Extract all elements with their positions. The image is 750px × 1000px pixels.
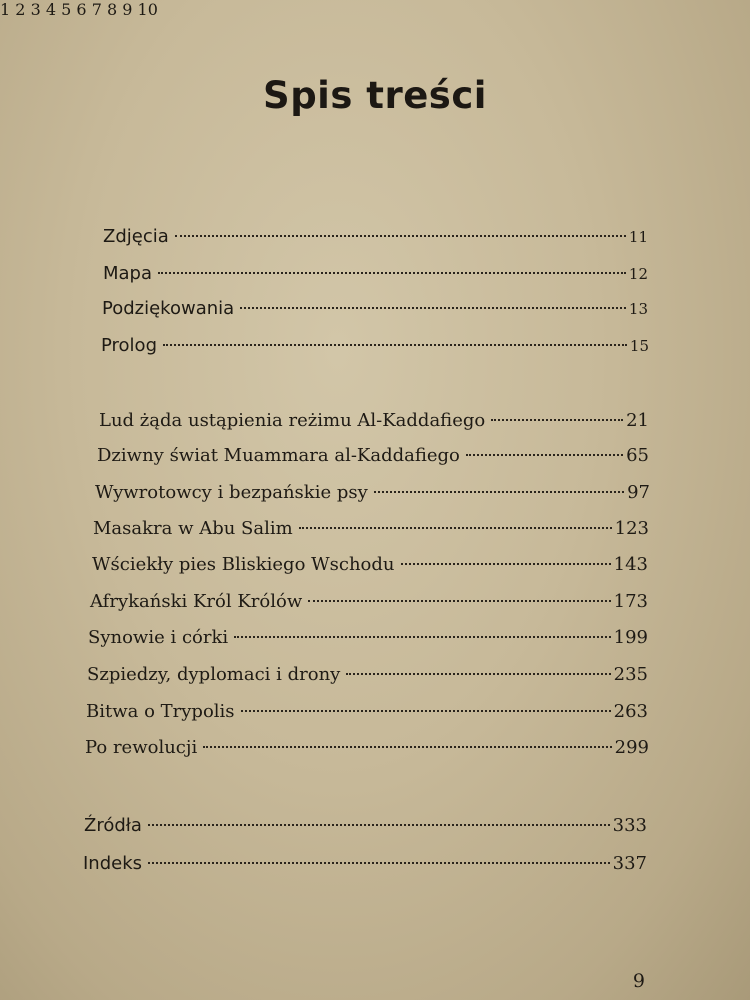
toc-entry-page: 199 <box>613 627 648 648</box>
toc-chapter-6 <box>90 591 648 621</box>
dot-leader <box>163 344 627 346</box>
toc-entry-label: Indeks <box>83 853 143 874</box>
toc-chapter-9 <box>86 701 648 731</box>
toc-entry-page: 299 <box>614 737 649 758</box>
toc-entry-page: 13 <box>628 300 648 318</box>
toc-chapter-2 <box>97 445 649 475</box>
dot-leader <box>299 527 612 529</box>
toc-entry-label: Synowie i córki <box>88 627 229 648</box>
toc-entry-acknowledgements <box>102 298 648 328</box>
toc-entry-label: Zdjęcia <box>103 226 169 247</box>
toc-entry-page: 11 <box>628 228 648 246</box>
toc-entry-label: Wywrotowcy i bezpańskie psy <box>95 482 368 503</box>
dot-leader <box>346 673 610 675</box>
chapter-number: 8 <box>106 0 118 19</box>
chapter-number: 5 <box>61 0 72 19</box>
toc-entry-page: 65 <box>626 445 649 466</box>
toc-entry-label: Mapa <box>103 263 153 284</box>
dot-leader <box>148 862 610 864</box>
chapter-number: 6 <box>76 0 87 19</box>
toc-entry-label: Dziwny świat Muammara al-Kaddafiego <box>97 445 460 466</box>
toc-entry-label: Po rewolucji <box>85 737 198 758</box>
dot-leader <box>234 636 611 638</box>
dot-leader <box>240 307 626 309</box>
toc-entry-page: 123 <box>614 518 649 539</box>
toc-entry-page: 337 <box>612 853 647 874</box>
toc-entry-label: Wściekły pies Bliskiego Wschodu <box>92 554 395 575</box>
chapter-number: 9 <box>122 0 133 19</box>
toc-chapter-10 <box>85 737 649 767</box>
toc-chapter-5 <box>92 554 648 584</box>
chapter-number: 7 <box>91 0 102 19</box>
toc-entry-page: 333 <box>612 815 647 836</box>
toc-chapter-3 <box>95 482 650 512</box>
dot-leader <box>148 824 610 826</box>
page-title: Spis treści <box>263 74 487 117</box>
toc-entry-map <box>103 263 648 293</box>
toc-entry-label: Prolog <box>101 335 157 356</box>
dot-leader <box>374 491 624 493</box>
toc-entry-page: 143 <box>613 554 648 575</box>
toc-entry-label: Afrykański Król Królów <box>90 591 303 612</box>
toc-entry-label: Bitwa o Trypolis <box>86 701 235 722</box>
dot-leader <box>175 235 626 237</box>
toc-chapter-8 <box>87 664 648 694</box>
dot-leader <box>158 272 626 274</box>
toc-entry-prologue <box>101 335 649 365</box>
chapter-number: 3 <box>30 0 41 19</box>
toc-entry-photos <box>103 226 648 256</box>
toc-entry-label: Masakra w Abu Salim <box>93 518 293 539</box>
chapter-number: 1 <box>0 0 11 19</box>
toc-entry-label: Podziękowania <box>102 298 235 319</box>
chapter-number: 2 <box>15 0 26 19</box>
dot-leader <box>308 600 610 602</box>
dot-leader <box>466 454 623 456</box>
toc-entry-page: 263 <box>613 701 648 722</box>
toc-entry-index <box>83 853 647 883</box>
toc-entry-sources <box>84 815 647 845</box>
page-number: 9 <box>632 970 645 992</box>
toc-entry-page: 235 <box>613 664 648 685</box>
toc-entry-page: 97 <box>627 482 650 503</box>
toc-entry-page: 21 <box>626 410 649 431</box>
toc-entry-page: 173 <box>613 591 648 612</box>
dot-leader <box>491 419 623 421</box>
toc-entry-page: 15 <box>629 337 649 355</box>
toc-entry-label: Szpiedzy, dyplomaci i drony <box>87 664 341 685</box>
dot-leader <box>241 710 611 712</box>
toc-entry-label: Lud żąda ustąpienia reżimu Al-Kaddafiego <box>99 410 486 431</box>
chapter-number: 4 <box>45 0 57 19</box>
dot-leader <box>401 563 611 565</box>
toc-chapter-7 <box>88 627 648 657</box>
toc-entry-label: Źródła <box>84 815 142 836</box>
toc-chapter-4 <box>93 518 649 548</box>
dot-leader <box>203 746 611 748</box>
chapter-number: 10 <box>137 0 158 19</box>
toc-chapter-1 <box>99 410 649 440</box>
toc-entry-page: 12 <box>628 265 648 283</box>
